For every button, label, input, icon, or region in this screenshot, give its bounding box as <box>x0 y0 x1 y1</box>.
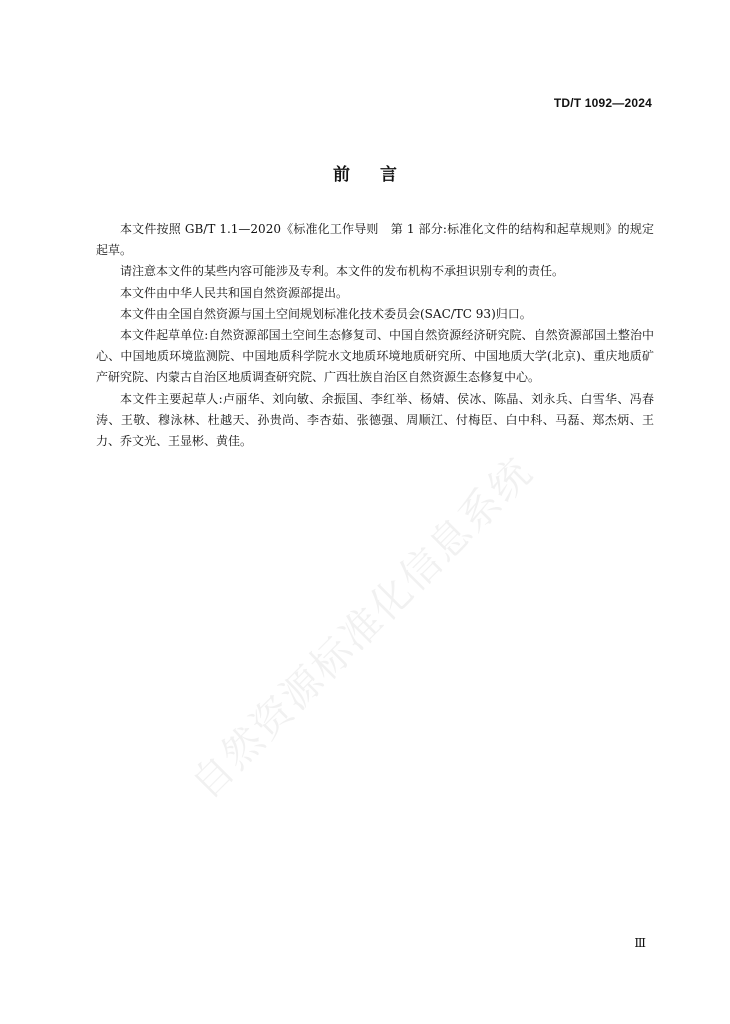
watermark: 自然资源标准化信息系统 <box>182 448 543 809</box>
document-code: TD/T 1092—2024 <box>553 96 652 110</box>
paragraph-drafting-rules: 本文件按照 GB/T 1.1—2020《标准化工作导则 第 1 部分:标准化文件的结构和起草规则》的规定起草。 <box>96 222 654 258</box>
paragraph-under-jurisdiction: 本文件由全国自然资源与国土空间规划标准化技术委员会(SAC/TC 93)归口。 <box>120 306 532 321</box>
paragraph-patent-notice: 请注意本文件的某些内容可能涉及专利。本文件的发布机构不承担识别专利的责任。 <box>120 264 565 279</box>
foreword-body <box>96 219 654 452</box>
paragraph-main-drafters: 本文件主要起草人:卢丽华、刘向敏、余振国、李红举、杨婧、侯冰、陈晶、刘永兵、白雪华、冯春涛、王敬、穆泳林、杜越天、孙贵尚、李杏茹、张德强、周顺江、付梅臣、白中科、马磊、郑杰炳、王力、乔文光、王显彬、黄佳。 <box>96 391 654 449</box>
page-number: Ⅲ <box>634 936 646 950</box>
paragraph-proposed-by: 本文件由中华人民共和国自然资源部提出。 <box>120 285 349 300</box>
paragraph-drafting-units: 本文件起草单位:自然资源部国土空间生态修复司、中国自然资源经济研究院、自然资源部国土整治中心、中国地质环境监测院、中国地质科学院水文地质环境地质研究所、中国地质大学(北京)、重庆地质矿产研究院、内蒙古自治区地质调查研究院、广西壮族自治区自然资源生态修复中心。 <box>96 328 654 385</box>
page-title: 前言 <box>333 165 427 185</box>
